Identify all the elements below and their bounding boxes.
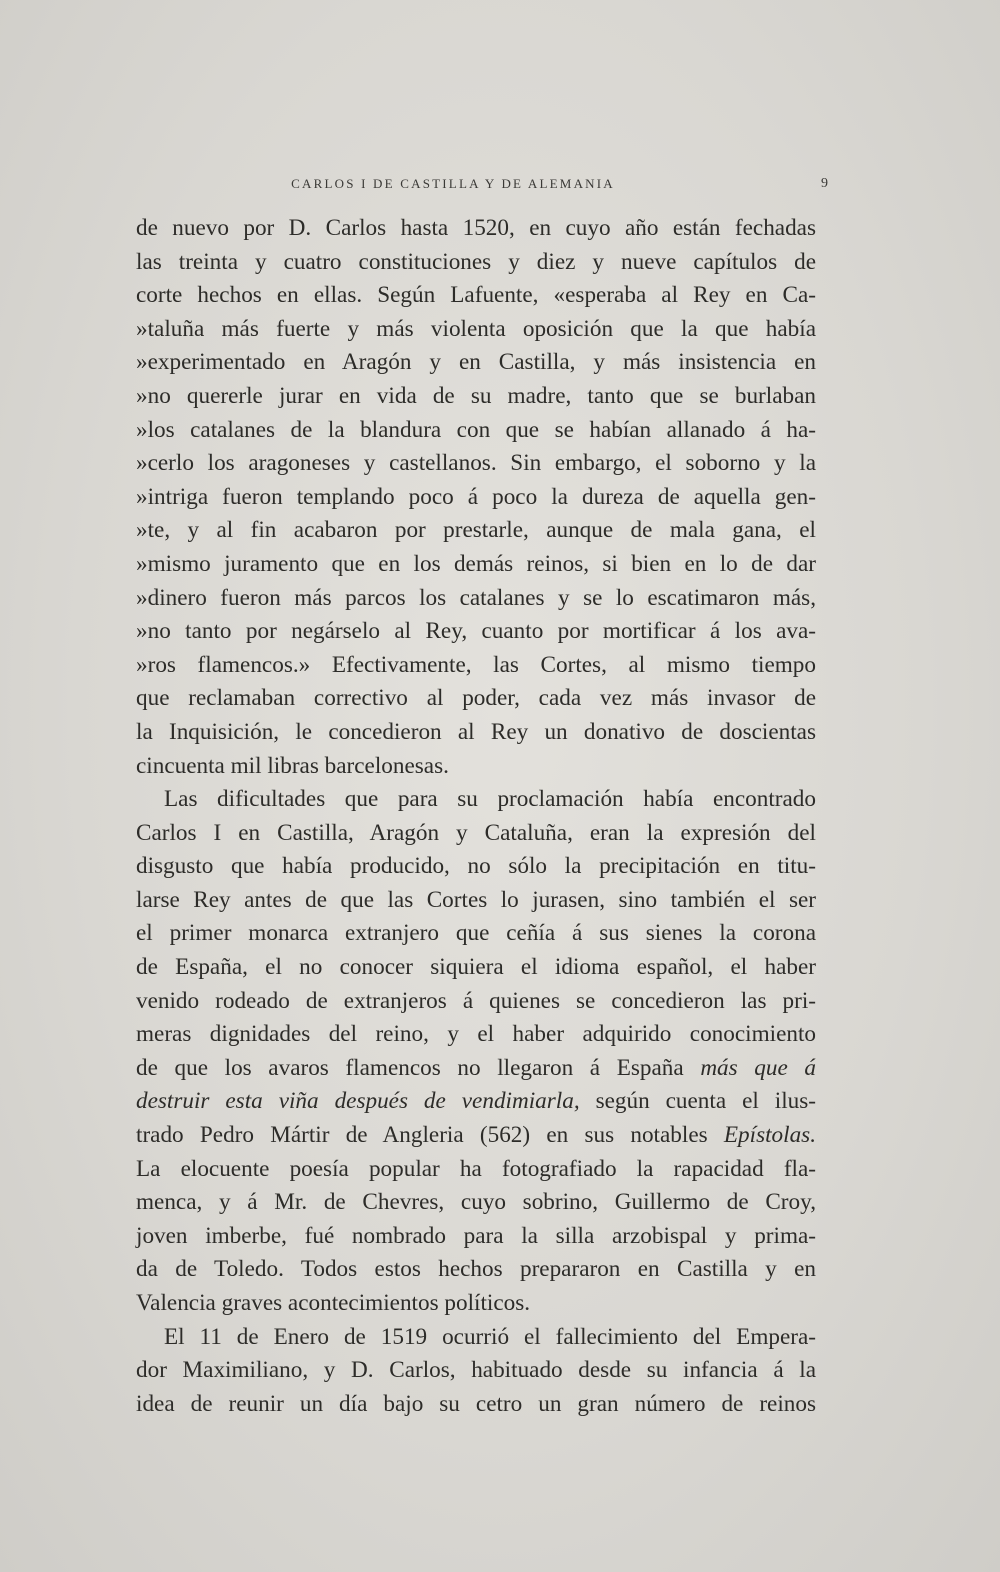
text-line: joven imberbe, fué nombrado para la silla arzobispal y prima-: [136, 1222, 816, 1249]
text-line: »taluña más fuerte y más violenta oposición que la que había: [136, 315, 816, 342]
text-line: las treinta y cuatro constituciones y diez y nueve capítulos de: [136, 248, 816, 275]
text-line: »experimentado en Aragón y en Castilla, y más insistencia en: [136, 349, 816, 376]
text-line: »cerlo los aragoneses y castellanos. Sin embargo, el soborno y la: [136, 450, 816, 477]
page-header: [138, 176, 828, 200]
text-segment: según cuenta el ilus-: [595, 1088, 816, 1115]
text-segment: de que los avaros flamencos no llegaron á España: [136, 1054, 684, 1081]
text-line: »no quererle jurar en vida de su madre, tanto que se burlaban: [136, 382, 816, 409]
text-line: meras dignidades del reino, y el haber adquirido conocimiento: [136, 1021, 816, 1048]
page-number: 9: [821, 176, 828, 191]
italic-phrase: más que á: [700, 1054, 817, 1081]
body-text: [136, 212, 816, 1421]
text-line: dor Maximiliano, y D. Carlos, habituado desde su infancia á la: [136, 1357, 816, 1384]
text-line: »los catalanes de la blandura con que se habían allanado á ha-: [136, 416, 816, 443]
text-line: la Inquisición, le concedieron al Rey un donativo de doscientas: [136, 718, 816, 745]
text-line: Valencia graves acontecimientos políticos.: [136, 1290, 531, 1316]
text-line: cincuenta mil libras barcelonesas.: [136, 752, 449, 779]
text-line: [136, 1119, 816, 1153]
text-line: »intriga fueron templando poco á poco la dureza de aquella gen-: [136, 483, 816, 510]
text-line: que reclamaban correctivo al poder, cada vez más invasor de: [136, 685, 816, 712]
text-line: »te, y al fin acabaron por prestarle, aunque de mala gana, el: [136, 517, 816, 544]
text-line: »dinero fueron más parcos los catalanes y se lo escatimaron más,: [136, 584, 816, 611]
text-line: »no tanto por negárselo al Rey, cuanto por mortificar á los ava-: [136, 618, 816, 645]
text-line: disgusto que había producido, no sólo la precipitación en titu-: [136, 853, 816, 880]
text-line: corte hechos en ellas. Según Lafuente, «esperaba al Rey en Ca-: [136, 282, 816, 309]
text-line: »ros flamencos.» Efectivamente, las Cortes, al mismo tiempo: [136, 651, 816, 678]
text-line: El 11 de Enero de 1519 ocurrió el fallecimiento del Empera-: [164, 1323, 816, 1350]
text-line: [136, 1085, 816, 1119]
text-line: La elocuente poesía popular ha fotografiado la rapacidad fla-: [136, 1155, 816, 1182]
text-line: menca, y á Mr. de Chevres, cuyo sobrino, Guillermo de Croy,: [136, 1189, 816, 1216]
text-line: da de Toledo. Todos estos hechos prepararon en Castilla y en: [136, 1256, 816, 1283]
text-line: Las dificultades que para su proclamación había encontrado: [164, 786, 816, 813]
running-head: CARLOS I DE CASTILLA Y DE ALEMANIA: [291, 176, 615, 191]
text-line: Carlos I en Castilla, Aragón y Cataluña, eran la expresión del: [136, 819, 816, 846]
text-line: venido rodeado de extranjeros á quienes se concedieron las pri-: [136, 987, 816, 1014]
text-line: idea de reunir un día bajo su cetro un gran número de reinos: [136, 1390, 816, 1417]
text-line: de España, el no conocer siquiera el idioma español, el haber: [136, 954, 816, 981]
text-segment: trado Pedro Mártir de Angleria (562) en sus notables: [136, 1122, 708, 1149]
text-line: »mismo juramento que en los demás reinos, si bien en lo de dar: [136, 550, 816, 577]
text-line: [136, 1052, 816, 1086]
italic-phrase: destruir esta viña después de vendimiarla,: [136, 1088, 580, 1115]
text-line: de nuevo por D. Carlos hasta 1520, en cuyo año están fechadas: [136, 215, 816, 241]
text-line: larse Rey antes de que las Cortes lo jurasen, sino también el ser: [136, 886, 816, 913]
text-line: el primer monarca extranjero que ceñía á sus sienes la corona: [136, 920, 816, 947]
italic-title: Epístolas.: [723, 1122, 817, 1149]
